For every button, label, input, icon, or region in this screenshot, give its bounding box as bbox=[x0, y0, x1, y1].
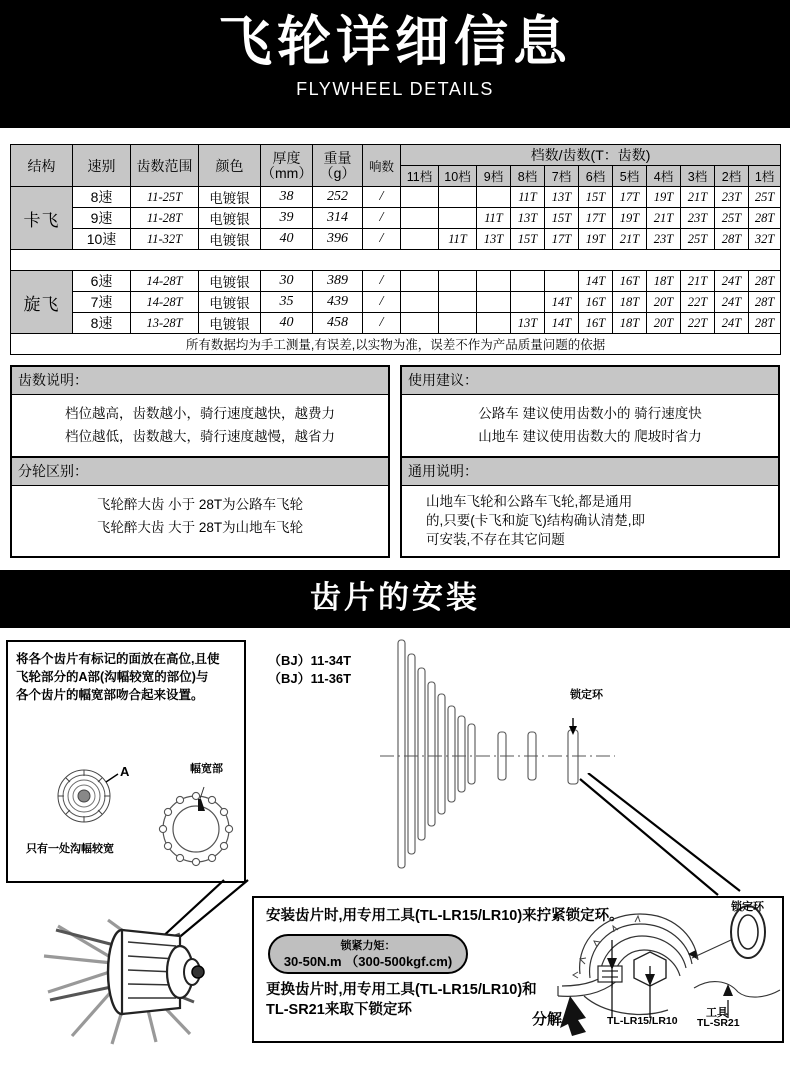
note-heading-tooth-count: 齿数说明： bbox=[12, 367, 388, 395]
notes-right-panel bbox=[400, 365, 780, 558]
table-row bbox=[11, 229, 781, 250]
group-label-cassette: 卡飞 bbox=[11, 187, 73, 250]
label-a-text: A bbox=[120, 764, 130, 779]
weight-label: 重量 bbox=[323, 149, 352, 166]
cell-gear-9: 13T bbox=[477, 229, 511, 250]
cell-weight: 389 bbox=[313, 271, 363, 292]
col-header-gear-8: 8档 bbox=[511, 166, 545, 187]
cell-gear-7: 15T bbox=[545, 208, 579, 229]
cell-weight: 314 bbox=[313, 208, 363, 229]
cell-thickness: 40 bbox=[261, 229, 313, 250]
cell-gear-3: 25T bbox=[681, 229, 715, 250]
cell-gear-11 bbox=[401, 292, 439, 313]
cell-gear-8: 15T bbox=[511, 229, 545, 250]
cell-tooth-range: 14-28T bbox=[131, 292, 199, 313]
cell-gear-4: 23T bbox=[647, 229, 681, 250]
spacer-cell bbox=[11, 250, 781, 271]
col-header-weight bbox=[313, 145, 363, 187]
cell-gear-10 bbox=[439, 271, 477, 292]
cell-gear-1: 28T bbox=[749, 313, 781, 334]
group-label-freewheel: 旋飞 bbox=[11, 271, 73, 334]
cell-gear-3: 22T bbox=[681, 313, 715, 334]
cell-gear-1: 28T bbox=[749, 208, 781, 229]
cell-sound: / bbox=[363, 208, 401, 229]
spec-table-body bbox=[11, 145, 781, 355]
install-left-line: 各个齿片的幅宽部吻合起来设置。 bbox=[16, 688, 204, 702]
cell-sound: / bbox=[363, 292, 401, 313]
install-left-line: 将各个齿片有标记的面放在高位,且使 bbox=[16, 652, 220, 666]
install-bottom-line2b: TL-SR21来取下锁定环 bbox=[266, 1002, 412, 1018]
bj-model-labels bbox=[268, 652, 351, 688]
install-left-line: 飞轮部分的A部(沟幅较宽的部位)与 bbox=[16, 670, 209, 684]
label-width-part: 幅宽部 bbox=[190, 763, 223, 775]
table-row bbox=[11, 313, 781, 334]
cell-gear-11 bbox=[401, 187, 439, 208]
col-header-speed: 速别 bbox=[73, 145, 131, 187]
cell-gear-6: 16T bbox=[579, 313, 613, 334]
cell-gear-10 bbox=[439, 187, 477, 208]
cell-gear-6: 14T bbox=[579, 271, 613, 292]
freehub-endview-icon bbox=[36, 762, 146, 837]
col-header-gear-10: 10档 bbox=[439, 166, 477, 187]
cell-speed: 10速 bbox=[73, 229, 131, 250]
cell-gear-7 bbox=[545, 271, 579, 292]
cell-gear-4: 21T bbox=[647, 208, 681, 229]
cell-gear-2: 23T bbox=[715, 187, 749, 208]
install-left-instruction-box bbox=[6, 640, 246, 883]
cell-gear-5: 18T bbox=[613, 292, 647, 313]
cell-gear-6: 15T bbox=[579, 187, 613, 208]
cell-gear-8 bbox=[511, 271, 545, 292]
cell-color: 电镀银 bbox=[199, 229, 261, 250]
label-tool-word: 工具 bbox=[706, 1007, 728, 1019]
col-header-gear-5: 5档 bbox=[613, 166, 647, 187]
note-line: 可安装,不存在其它问题 bbox=[426, 532, 565, 547]
cell-color: 电镀银 bbox=[199, 292, 261, 313]
table-row bbox=[11, 271, 781, 292]
page-subtitle: FLYWHEEL DETAILS bbox=[296, 79, 494, 99]
cell-gear-11 bbox=[401, 229, 439, 250]
col-header-gear-6: 6档 bbox=[579, 166, 613, 187]
install-bottom-instruction-box bbox=[252, 896, 784, 1043]
cell-gear-4: 18T bbox=[647, 271, 681, 292]
cell-gear-9 bbox=[477, 313, 511, 334]
install-bottom-line2a: 更换齿片时,用专用工具(TL-LR15/LR10)和 bbox=[266, 982, 537, 998]
rear-hub-illustration bbox=[30, 916, 235, 1048]
cell-thickness: 38 bbox=[261, 187, 313, 208]
note-heading-usage-advice: 使用建议： bbox=[402, 367, 778, 395]
cell-gear-2: 24T bbox=[715, 313, 749, 334]
cell-color: 电镀银 bbox=[199, 313, 261, 334]
cell-gear-2: 25T bbox=[715, 208, 749, 229]
col-header-thickness bbox=[261, 145, 313, 187]
cell-thickness: 30 bbox=[261, 271, 313, 292]
cell-gear-7: 13T bbox=[545, 187, 579, 208]
cell-weight: 458 bbox=[313, 313, 363, 334]
cell-gear-2: 24T bbox=[715, 292, 749, 313]
cell-gear-6: 17T bbox=[579, 208, 613, 229]
cell-thickness: 40 bbox=[261, 313, 313, 334]
notes-left-panel bbox=[10, 365, 390, 558]
caption-groove-wider: 只有一处沟幅较宽 bbox=[26, 843, 114, 855]
header-banner-sprocket-install bbox=[0, 570, 790, 628]
table-group-spacer bbox=[11, 250, 781, 271]
cell-gear-8: 13T bbox=[511, 208, 545, 229]
cell-gear-8 bbox=[511, 292, 545, 313]
col-header-gear-11: 11档 bbox=[401, 166, 439, 187]
cell-gear-3: 23T bbox=[681, 208, 715, 229]
col-header-gear-4: 4档 bbox=[647, 166, 681, 187]
torque-value: 30-50N.m （300-500kgf.cm) bbox=[283, 954, 453, 969]
cell-gear-9: 11T bbox=[477, 208, 511, 229]
thickness-unit: （mm） bbox=[261, 164, 313, 181]
cell-gear-5: 19T bbox=[613, 208, 647, 229]
cell-gear-10 bbox=[439, 292, 477, 313]
cell-gear-2: 24T bbox=[715, 271, 749, 292]
cell-gear-5: 17T bbox=[613, 187, 647, 208]
table-row bbox=[11, 208, 781, 229]
cell-weight: 252 bbox=[313, 187, 363, 208]
col-header-gear-9: 9档 bbox=[477, 166, 511, 187]
cell-gear-11 bbox=[401, 313, 439, 334]
label-lockring-top: 锁定环 bbox=[570, 689, 603, 701]
cell-sound: / bbox=[363, 271, 401, 292]
torque-label: 锁紧力矩： bbox=[340, 940, 396, 952]
cell-gear-3: 21T bbox=[681, 187, 715, 208]
notes-section bbox=[10, 365, 780, 558]
thickness-label: 厚度 bbox=[272, 149, 301, 166]
col-header-color: 颜色 bbox=[199, 145, 261, 187]
cell-gear-5: 16T bbox=[613, 271, 647, 292]
note-heading-general: 通用说明： bbox=[402, 456, 778, 486]
note-line: 公路车 建议使用齿数小的 骑行速度快 bbox=[478, 406, 702, 421]
page-title: 飞轮详细信息 bbox=[218, 10, 572, 73]
cell-gear-9 bbox=[477, 187, 511, 208]
header-banner-flywheel-details bbox=[0, 0, 790, 128]
cell-gear-9 bbox=[477, 292, 511, 313]
cell-speed: 8速 bbox=[73, 187, 131, 208]
cell-tooth-range: 14-28T bbox=[131, 271, 199, 292]
cell-weight: 396 bbox=[313, 229, 363, 250]
cell-gear-1: 32T bbox=[749, 229, 781, 250]
cell-gear-5: 21T bbox=[613, 229, 647, 250]
note-heading-wheel-difference: 分轮区别： bbox=[12, 456, 388, 486]
note-line: 飞轮醉大齿 小于 28T为公路车飞轮 bbox=[96, 497, 304, 512]
cell-color: 电镀银 bbox=[199, 187, 261, 208]
col-header-sound: 响数 bbox=[363, 145, 401, 187]
table-header-row-1 bbox=[11, 145, 781, 166]
table-footnote-row bbox=[11, 334, 781, 355]
install-bottom-line1: 安装齿片时,用专用工具(TL-LR15/LR10)来拧紧锁定环。 bbox=[266, 908, 624, 924]
cell-gear-6: 19T bbox=[579, 229, 613, 250]
cell-gear-4: 19T bbox=[647, 187, 681, 208]
cell-gear-3: 21T bbox=[681, 271, 715, 292]
cell-thickness: 35 bbox=[261, 292, 313, 313]
col-header-gear-3: 3档 bbox=[681, 166, 715, 187]
cell-speed: 7速 bbox=[73, 292, 131, 313]
cell-gear-10: 11T bbox=[439, 229, 477, 250]
bj-label-line: （BJ）11-34T bbox=[268, 653, 352, 668]
cell-gear-7: 14T bbox=[545, 292, 579, 313]
table-row bbox=[11, 187, 781, 208]
note-line: 山地车 建议使用齿数大的 爬坡时省力 bbox=[478, 429, 702, 444]
install-left-text bbox=[8, 642, 244, 704]
cell-tooth-range: 11-32T bbox=[131, 229, 199, 250]
flywheel-spec-table bbox=[10, 144, 781, 355]
table-row bbox=[11, 292, 781, 313]
cell-tooth-range: 13-28T bbox=[131, 313, 199, 334]
note-body-usage-advice bbox=[402, 395, 778, 456]
cell-weight: 439 bbox=[313, 292, 363, 313]
cell-thickness: 39 bbox=[261, 208, 313, 229]
note-line: 山地车飞轮和公路车飞轮,都是通用 bbox=[426, 494, 633, 509]
cell-gear-2: 28T bbox=[715, 229, 749, 250]
bj-label-line: （BJ）11-36T bbox=[268, 671, 352, 686]
cell-gear-9 bbox=[477, 271, 511, 292]
table-footnote: 所有数据均为手工测量,有误差,以实物为准，误差不作为产品质量问题的依据 bbox=[11, 334, 781, 355]
col-header-tooth-range: 齿数范围 bbox=[131, 145, 199, 187]
cell-color: 电镀银 bbox=[199, 271, 261, 292]
torque-spec-badge bbox=[268, 934, 468, 974]
cell-gear-7: 17T bbox=[545, 229, 579, 250]
section-title-install: 齿片的安装 bbox=[310, 580, 480, 616]
note-line: 档位越高，齿数越小，骑行速度越快，越费力 bbox=[65, 406, 335, 421]
weight-unit: （g） bbox=[319, 164, 356, 181]
cell-gear-6: 16T bbox=[579, 292, 613, 313]
note-body-wheel-difference bbox=[12, 486, 388, 547]
cell-gear-1: 28T bbox=[749, 271, 781, 292]
leader-line-lockring bbox=[540, 773, 790, 898]
cell-gear-10 bbox=[439, 208, 477, 229]
col-header-gear-1: 1档 bbox=[749, 166, 781, 187]
cell-gear-4: 20T bbox=[647, 292, 681, 313]
col-header-gear-group: 档数/齿数(T：齿数) bbox=[401, 145, 781, 166]
cell-sound: / bbox=[363, 229, 401, 250]
cell-speed: 6速 bbox=[73, 271, 131, 292]
sprocket-icon bbox=[148, 777, 243, 872]
col-header-gear-2: 2档 bbox=[715, 166, 749, 187]
cell-gear-8: 11T bbox=[511, 187, 545, 208]
col-header-structure: 结构 bbox=[11, 145, 73, 187]
cell-color: 电镀银 bbox=[199, 208, 261, 229]
cell-sound: / bbox=[363, 187, 401, 208]
cell-gear-7: 14T bbox=[545, 313, 579, 334]
cell-speed: 8速 bbox=[73, 313, 131, 334]
label-tool-lr: TL-LR15/LR10 bbox=[607, 1015, 678, 1027]
note-line: 飞轮醉大齿 大于 28T为山地车飞轮 bbox=[96, 520, 304, 535]
note-body-general bbox=[402, 486, 778, 556]
note-line: 的,只要(卡飞和旋飞)结构确认清楚,即 bbox=[426, 513, 645, 528]
note-line: 档位越低，齿数越大，骑行速度越慢，越省力 bbox=[65, 429, 335, 444]
cell-gear-8: 13T bbox=[511, 313, 545, 334]
install-section bbox=[0, 628, 790, 1051]
cell-gear-5: 18T bbox=[613, 313, 647, 334]
note-body-tooth-count bbox=[12, 395, 388, 456]
cell-gear-11 bbox=[401, 208, 439, 229]
label-lockring-bottom: 锁定环 bbox=[731, 901, 764, 913]
cell-speed: 9速 bbox=[73, 208, 131, 229]
cell-gear-4: 20T bbox=[647, 313, 681, 334]
col-header-gear-7: 7档 bbox=[545, 166, 579, 187]
cell-sound: / bbox=[363, 313, 401, 334]
label-tool-sr: TL-SR21 bbox=[697, 1017, 740, 1029]
cell-tooth-range: 11-28T bbox=[131, 208, 199, 229]
cell-gear-3: 22T bbox=[681, 292, 715, 313]
spec-table-container bbox=[0, 128, 790, 355]
cell-gear-1: 28T bbox=[749, 292, 781, 313]
cell-gear-1: 25T bbox=[749, 187, 781, 208]
cell-gear-11 bbox=[401, 271, 439, 292]
cell-gear-10 bbox=[439, 313, 477, 334]
label-disassemble: 分解 bbox=[532, 1011, 563, 1028]
cell-tooth-range: 11-25T bbox=[131, 187, 199, 208]
